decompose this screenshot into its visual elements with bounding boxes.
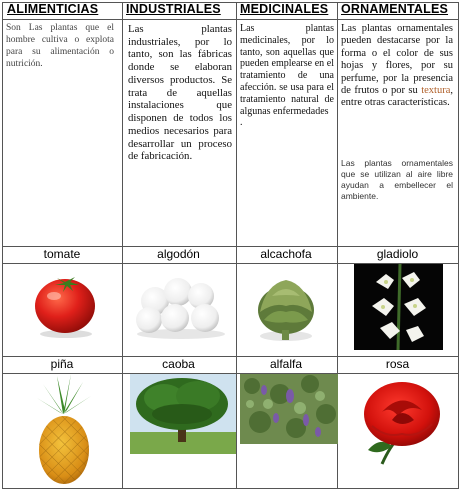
label-caoba: caoba	[162, 357, 195, 371]
alfalfa-image	[240, 374, 338, 444]
rose-image	[352, 376, 448, 466]
label-alcachofa: alcachofa	[260, 247, 312, 261]
header-industriales: INDUSTRIALES	[126, 2, 221, 16]
label-rosa: rosa	[385, 357, 410, 371]
pineapple-image	[33, 374, 95, 486]
label-gladiolo: gladiolo	[376, 247, 419, 261]
description-medicinales-text: Las plantas medicinales, por lo tanto, son aquellas que pueden emplearse en el tratamiento de una afección. se usa para el tratamiento natural de algunas enfermedades	[240, 23, 334, 117]
tomato-image	[30, 270, 100, 340]
label-pina: piña	[50, 357, 74, 371]
textura-link: textura	[421, 84, 451, 96]
cotton-image	[131, 276, 227, 340]
description-ornamentales-post: , entre otras características.	[341, 84, 453, 109]
label-tomate: tomate	[43, 247, 81, 261]
gladiolus-image	[354, 264, 443, 350]
description-alimenticias: Son Las plantas que el hombre cultiva o explota para su alimentación o nutrición.	[6, 23, 114, 69]
header-alimenticias: ALIMENTICIAS	[7, 2, 99, 16]
description-ornamentales-extra: Las plantas ornamentales que se utilizan al aire libre ayudan a embellecer el ambiente.	[341, 158, 453, 202]
mahogany-tree-image	[130, 374, 236, 454]
label-algodon: algodón	[157, 247, 200, 261]
header-medicinales: MEDICINALES	[240, 2, 329, 16]
artichoke-image	[252, 272, 320, 344]
description-medicinales	[240, 23, 334, 129]
label-alfalfa: alfalfa	[269, 357, 303, 371]
description-industriales: Las plantas industriales, por lo tanto, son las fábricas donde se elaboran diversos productos. Se trata de aquellas instalaciones que disponen de todos los medios necesarios para desarrollar un proceso de fabricación.	[128, 23, 232, 163]
description-medicinales-end: .	[240, 117, 243, 129]
description-ornamentales-pre: Las plantas ornamentales pueden destacarse por la forma o el color de sus hojas y flores, por su perfume, por la presencia de frutos o por su	[341, 23, 453, 96]
description-ornamentales	[341, 23, 453, 110]
header-ornamentales: ORNAMENTALES	[341, 2, 449, 16]
